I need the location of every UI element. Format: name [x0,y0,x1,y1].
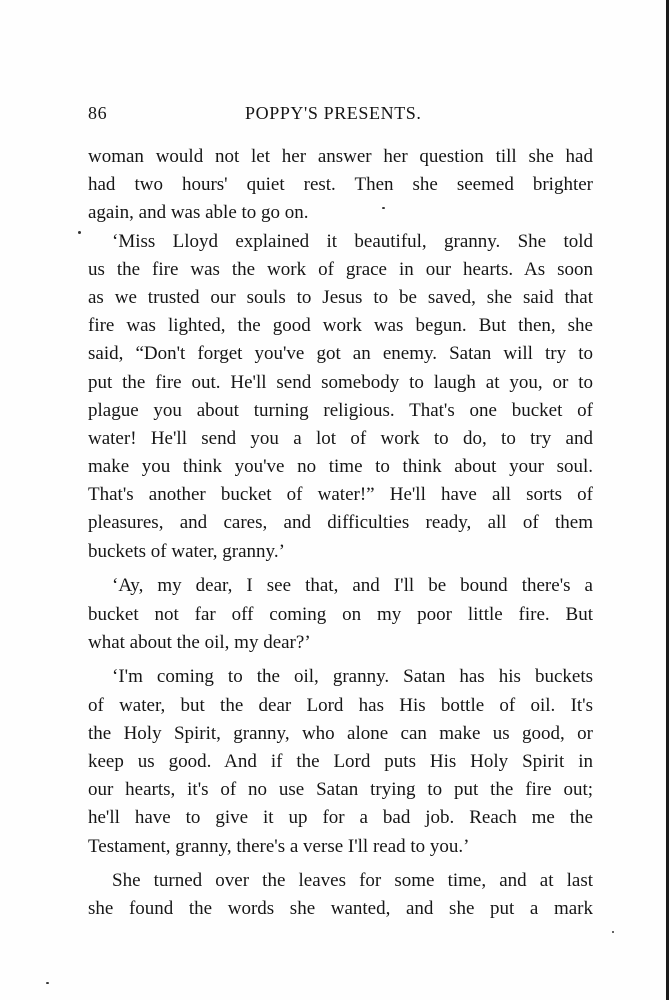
text-line: ‘I'm coming to the oil, granny. Satan has his buckets [112,666,593,688]
scan-speck [612,931,614,933]
text-line: buckets of water, granny.’ [88,540,285,562]
page-number: 86 [88,103,108,123]
text-line: plague you about turning religious. That's one bucket of [88,399,593,421]
text-line: make you think you've no time to think about your soul. [88,456,593,478]
text-line: the Holy Spirit, granny, who alone can make us good, or [88,722,593,744]
running-title: POPPY'S PRESENTS. [245,103,422,123]
paragraph [88,867,593,923]
text-line: She turned over the leaves for some time, and at last [112,870,593,892]
text-line: woman would not let her answer her question till she had [88,146,593,167]
text-line: had two hours' quiet rest. Then she seemed brighter [88,174,593,196]
page-header [88,103,598,129]
scan-speck [382,207,385,209]
text-line: fire was lighted, the good work was begun. But then, she [88,315,593,337]
text-line: water! He'll send you a lot of work to do, to try and [88,427,593,449]
scan-speck [78,231,81,234]
paragraph [88,663,593,860]
text-line: ‘Ay, my dear, I see that, and I'll be bound there's a [112,575,593,597]
text-line: Testament, granny, there's a verse I'll read to you.’ [88,835,470,857]
text-line: she found the words she wanted, and she put a mark [88,898,593,920]
text-line: bucket not far off coming on my poor little fire. But [88,603,593,625]
text-line: said, “Don't forget you've got an enemy. Satan will try to [88,343,593,365]
text-line: as we trusted our souls to Jesus to be saved, she said that [88,286,593,308]
text-line: us the fire was the work of grace in our hearts. As soon [88,258,593,280]
text-line: of water, but the dear Lord has His bottle of oil. It's [88,694,593,716]
paragraph [88,572,593,657]
text-line: our hearts, it's of no use Satan trying to put the fire out; [88,779,593,801]
paragraph [88,228,593,566]
text-line: he'll have to give it up for a bad job. Reach me the [88,807,593,829]
text-line: ‘Miss Lloyd explained it beautiful, granny. She told [112,230,593,252]
text-line: keep us good. And if the Lord puts His Holy Spirit in [88,750,593,772]
text-line: put the fire out. He'll send somebody to laugh at you, or to [88,371,593,393]
body-text [88,143,593,924]
text-line: again, and was able to go on. [88,202,309,224]
text-line: what about the oil, my dear?’ [88,631,311,653]
scan-speck [46,982,49,984]
text-line: pleasures, and cares, and difficulties ready, all of them [88,512,593,534]
text-line: That's another bucket of water!” He'll have all sorts of [88,484,593,506]
paragraph [88,143,593,228]
